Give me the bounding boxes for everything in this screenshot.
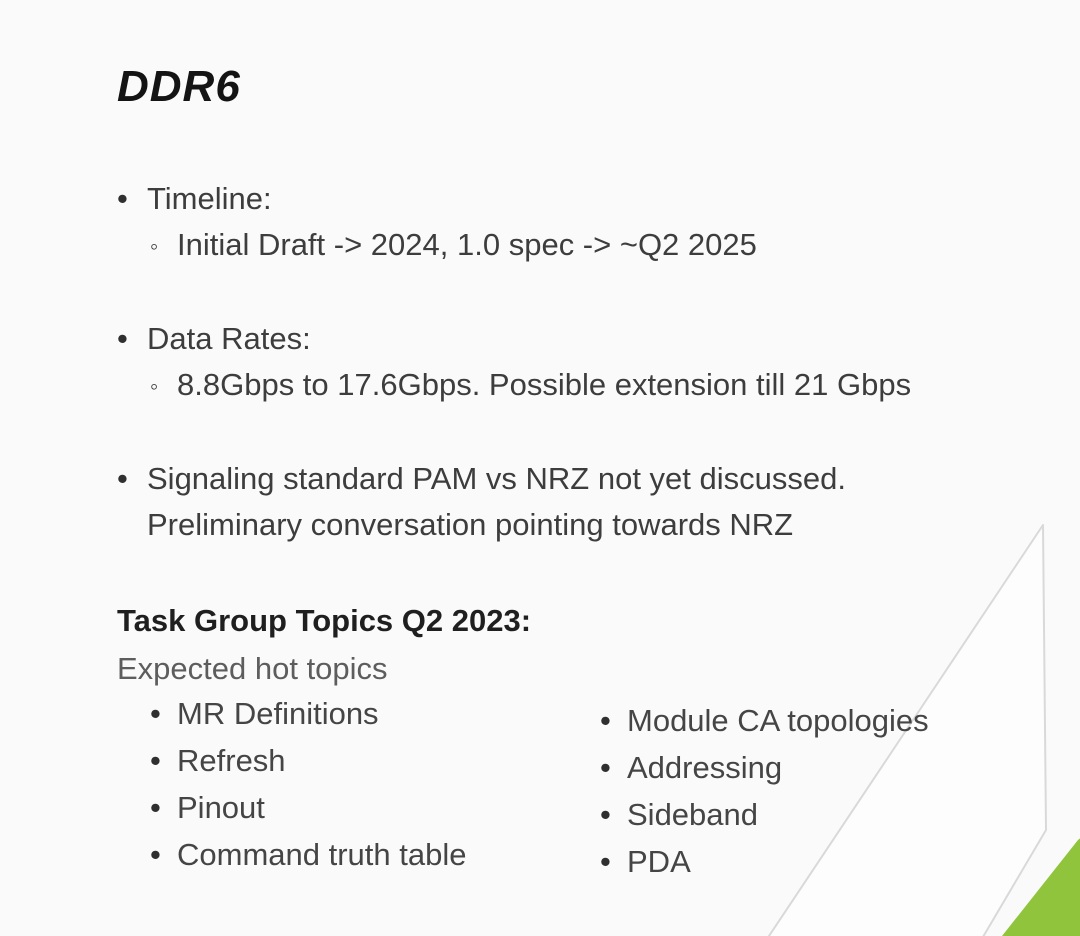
timeline-detail: ◦ Initial Draft -> 2024, 1.0 spec -> ~Q2 2025 — [117, 222, 757, 268]
topic-item: • PDA — [600, 838, 929, 885]
topic-item: • Module CA topologies — [600, 697, 929, 744]
data-rates-label: • Data Rates: — [117, 316, 911, 362]
timeline-label: • Timeline: — [117, 176, 757, 222]
topic-item: • Pinout — [150, 784, 466, 831]
topic-list-right — [600, 697, 929, 885]
signaling-line1: • Signaling standard PAM vs NRZ not yet discussed. — [117, 456, 967, 502]
bullet-group-data-rates — [117, 316, 911, 408]
topic-item: • Refresh — [150, 737, 466, 784]
topic-item: • Addressing — [600, 744, 929, 791]
topic-item: • Sideband — [600, 791, 929, 838]
bullet-group-signaling — [117, 456, 967, 548]
topic-item: • MR Definitions — [150, 690, 466, 737]
bullet-group-timeline — [117, 176, 757, 268]
expected-hot-topics-label: Expected hot topics — [117, 651, 388, 686]
data-rates-detail: ◦ 8.8Gbps to 17.6Gbps. Possible extension till 21 Gbps — [117, 362, 911, 408]
signaling-line2: Preliminary conversation pointing towards NRZ — [147, 507, 794, 542]
slide-title: DDR6 — [117, 62, 241, 111]
topic-item: • Command truth table — [150, 831, 466, 878]
topic-list-left — [150, 690, 466, 878]
task-group-heading: Task Group Topics Q2 2023: — [117, 603, 532, 638]
